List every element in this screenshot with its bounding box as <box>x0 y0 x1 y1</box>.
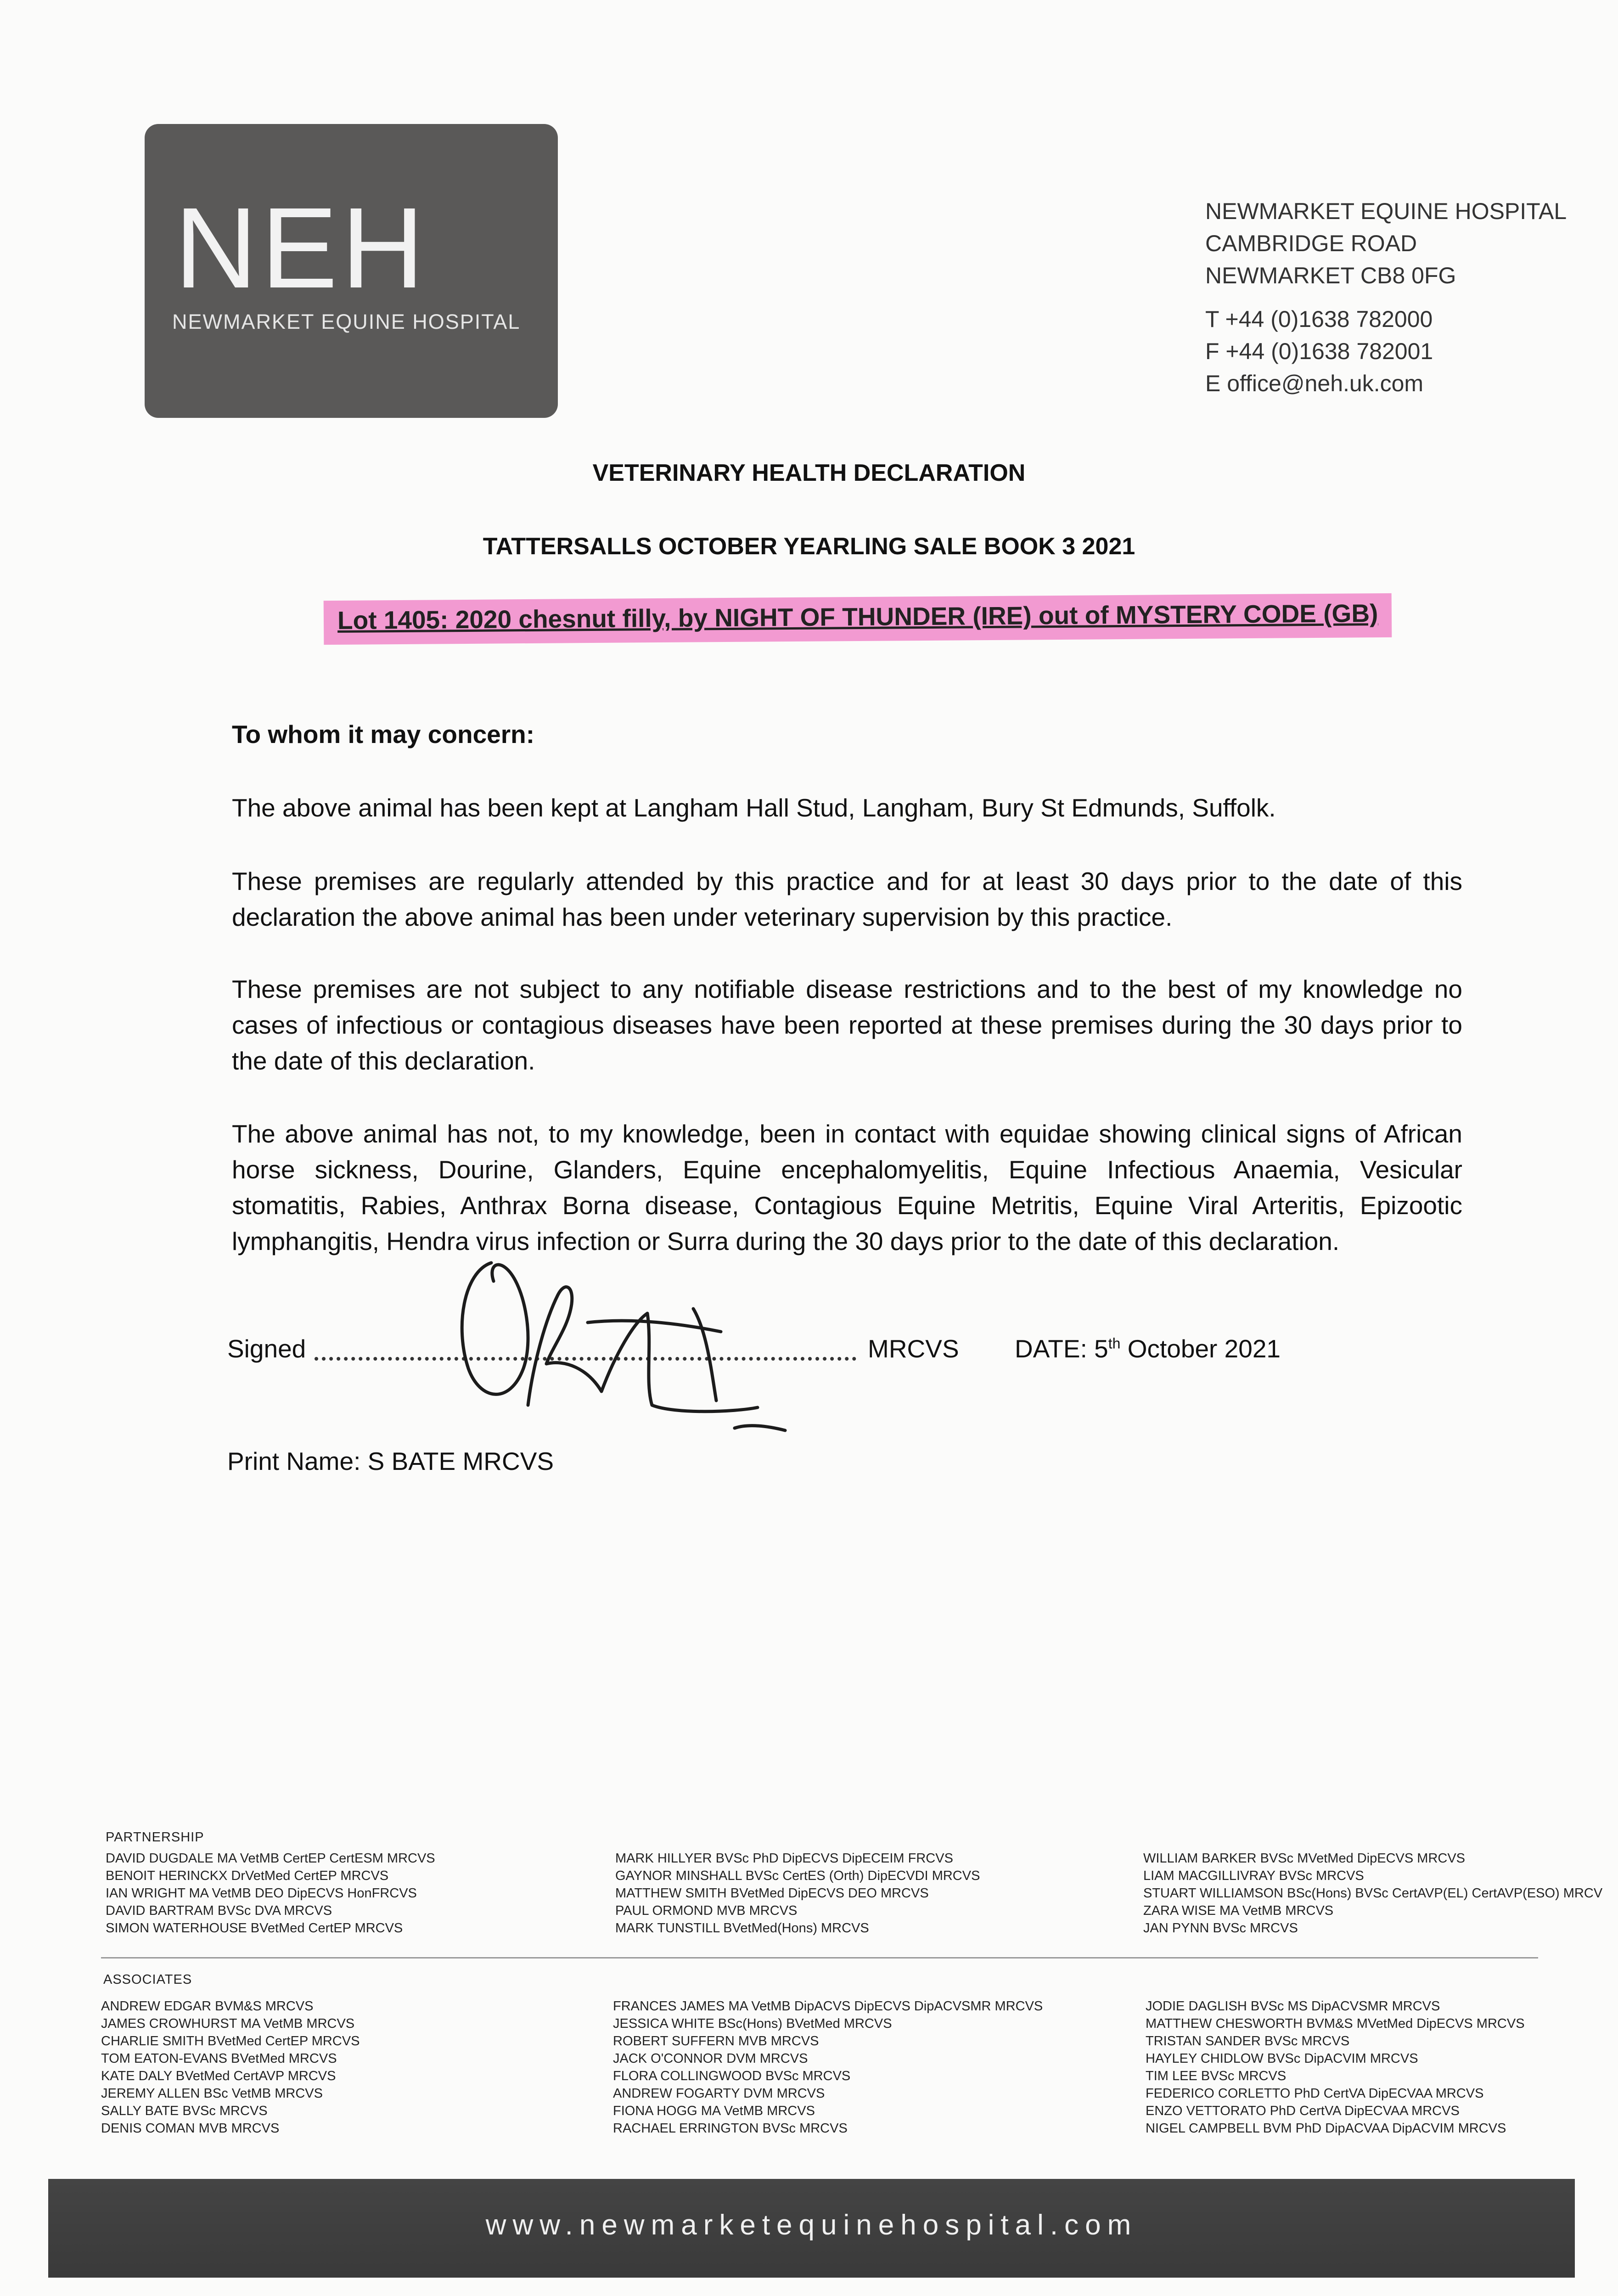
staff-entry: LIAM MACGILLIVRAY BVSc MRCVS <box>1143 1868 1364 1883</box>
staff-entry: MATTHEW SMITH BVetMed DipECVS DEO MRCVS <box>615 1886 929 1901</box>
associates-col-2 <box>613 1998 1043 2137</box>
associates-heading: ASSOCIATES <box>103 1972 192 1987</box>
staff-entry: HAYLEY CHIDLOW BVSc DipACVIM MRCVS <box>1146 2051 1418 2066</box>
footer-bar <box>48 2179 1575 2278</box>
address-line: NEWMARKET CB8 0FG <box>1205 263 1456 288</box>
address-line: NEWMARKET EQUINE HOSPITAL <box>1205 198 1567 224</box>
paragraph-restrictions: These premises are not subject to any notifiable disease restrictions and to the best of my knowledge no cases of infectious or contagious diseases have been reported at these premises during the 30 days prior to the date of this declaration. <box>232 975 1462 1075</box>
staff-entry: IAN WRIGHT MA VetMB DEO DipECVS HonFRCVS <box>106 1886 417 1901</box>
staff-entry: FRANCES JAMES MA VetMB DipACVS DipECVS DipACVSMR MRCVS <box>613 1999 1043 2014</box>
associates-col-3 <box>1146 1998 1525 2137</box>
document-subtitle: TATTERSALLS OCTOBER YEARLING SALE BOOK 3 2021 <box>483 533 1135 560</box>
staff-entry: DENIS COMAN MVB MRCVS <box>101 2121 280 2136</box>
staff-entry: DAVID BARTRAM BVSc DVA MRCVS <box>106 1903 332 1918</box>
address-block <box>1205 195 1573 292</box>
phone-line: T +44 (0)1638 782000 <box>1205 306 1433 332</box>
logo-name: NEWMARKET EQUINE HOSPITAL <box>172 310 521 333</box>
staff-entry: BENOIT HERINCKX DrVetMed CertEP MRCVS <box>106 1868 389 1883</box>
staff-entry: ENZO VETTORATO PhD CertVA DipECVAA MRCVS <box>1146 2104 1460 2118</box>
staff-entry: JESSICA WHITE BSc(Hons) BVetMed MRCVS <box>613 2016 892 2031</box>
associates-col-1 <box>101 1998 360 2137</box>
staff-entry: SIMON WATERHOUSE BVetMed CertEP MRCVS <box>106 1921 403 1936</box>
print-name: Print Name: S BATE MRCVS <box>227 1447 554 1475</box>
logo-mark: NEH <box>174 184 428 312</box>
staff-entry: JAMES CROWHURST MA VetMB MRCVS <box>101 2016 355 2031</box>
staff-entry: ROBERT SUFFERN MVB MRCVS <box>613 2034 819 2048</box>
staff-entry: ANDREW EDGAR BVM&S MRCVS <box>101 1999 314 2014</box>
staff-entry: WILLIAM BARKER BVSc MVetMed DipECVS MRCVS <box>1143 1851 1466 1866</box>
staff-entry: JODIE DAGLISH BVSc MS DipACVSMR MRCVS <box>1146 1999 1440 2014</box>
staff-entry: RACHAEL ERRINGTON BVSc MRCVS <box>613 2121 848 2136</box>
staff-entry: JEREMY ALLEN BSc VetMB MRCVS <box>101 2086 323 2101</box>
staff-entry: MATTHEW CHESWORTH BVM&S MVetMed DipECVS MRCVS <box>1146 2016 1525 2031</box>
partnership-col-2 <box>615 1850 980 1937</box>
staff-entry: ANDREW FOGARTY DVM MRCVS <box>613 2086 825 2101</box>
staff-entry: JAN PYNN BVSc MRCVS <box>1143 1921 1298 1936</box>
lot-description: Lot 1405: 2020 chesnut filly, by NIGHT OF THUNDER (IRE) out of MYSTERY CODE (GB) <box>324 593 1392 645</box>
staff-entry: FIONA HOGG MA VetMB MRCVS <box>613 2104 815 2118</box>
staff-entry: TRISTAN SANDER BVSc MRCVS <box>1146 2034 1350 2048</box>
partnership-heading: PARTNERSHIP <box>106 1830 204 1845</box>
address-line: CAMBRIDGE ROAD <box>1205 231 1417 256</box>
staff-entry: MARK HILLYER BVSc PhD DipECVS DipECEIM FRCVS <box>615 1851 953 1866</box>
signed-qualification: MRCVS <box>868 1334 959 1363</box>
declaration-date: DATE: 5th October 2021 <box>1015 1334 1281 1363</box>
partnership-col-1 <box>106 1850 435 1937</box>
handwritten-signature <box>436 1254 826 1437</box>
staff-entry: NIGEL CAMPBELL BVM PhD DipACVAA DipACVIM MRCVS <box>1146 2121 1506 2136</box>
staff-divider <box>101 1957 1538 1958</box>
staff-entry: TOM EATON-EVANS BVetMed MRCVS <box>101 2051 337 2066</box>
neh-logo <box>145 124 558 418</box>
paragraph-supervision: These premises are regularly attended by this practice and for at least 30 days prior to the date of this declaration the above animal has been under veterinary supervision by this practice. <box>232 867 1462 931</box>
staff-entry: PAUL ORMOND MVB MRCVS <box>615 1903 798 1918</box>
document-title: VETERINARY HEALTH DECLARATION <box>592 460 1026 486</box>
staff-entry: CHARLIE SMITH BVetMed CertEP MRCVS <box>101 2034 360 2048</box>
signed-label: Signed <box>227 1334 306 1363</box>
fax-line: F +44 (0)1638 782001 <box>1205 338 1433 364</box>
staff-entry: DAVID DUGDALE MA VetMB CertEP CertESM MRCVS <box>106 1851 435 1866</box>
email-line: E office@neh.uk.com <box>1205 371 1424 396</box>
staff-entry: TIM LEE BVSc MRCVS <box>1146 2069 1287 2083</box>
staff-entry: STUART WILLIAMSON BSc(Hons) BVSc CertAVP(EL) CertAVP(ESO) MRCV <box>1143 1886 1603 1901</box>
paragraph-premises: The above animal has been kept at Langham Hall Stud, Langham, Bury St Edmunds, Suffolk. <box>232 793 1276 822</box>
staff-entry: MARK TUNSTILL BVetMed(Hons) MRCVS <box>615 1921 869 1936</box>
paragraph-contact: The above animal has not, to my knowledge, been in contact with equidae showing clinical signs of African horse sickness, Dourine, Glanders, Equine encephalomyelitis, Equine Infectious Anaemia, Vesicular stomatitis, Rabies, Anthrax Borna disease, Contagious Equine Metritis, Equine Viral Arteritis, Epizootic lymphangitis, Hendra virus infection or Surra during the 30 days prior to the date of this declaration. <box>232 1120 1462 1255</box>
staff-entry: FEDERICO CORLETTO PhD CertVA DipECVAA MRCVS <box>1146 2086 1484 2101</box>
staff-entry: SALLY BATE BVSc MRCVS <box>101 2104 268 2118</box>
staff-entry: FLORA COLLINGWOOD BVSc MRCVS <box>613 2069 851 2083</box>
staff-entry: GAYNOR MINSHALL BVSc CertES (Orth) DipECVDI MRCVS <box>615 1868 980 1883</box>
staff-entry: KATE DALY BVetMed CertAVP MRCVS <box>101 2069 336 2083</box>
staff-entry: ZARA WISE MA VetMB MRCVS <box>1143 1903 1334 1918</box>
contact-block <box>1205 303 1573 400</box>
salutation: To whom it may concern: <box>232 720 535 748</box>
website-url[interactable]: www.newmarketequinehospital.com <box>485 2209 1138 2241</box>
partnership-col-3 <box>1143 1850 1602 1937</box>
staff-entry: JACK O'CONNOR DVM MRCVS <box>613 2051 808 2066</box>
